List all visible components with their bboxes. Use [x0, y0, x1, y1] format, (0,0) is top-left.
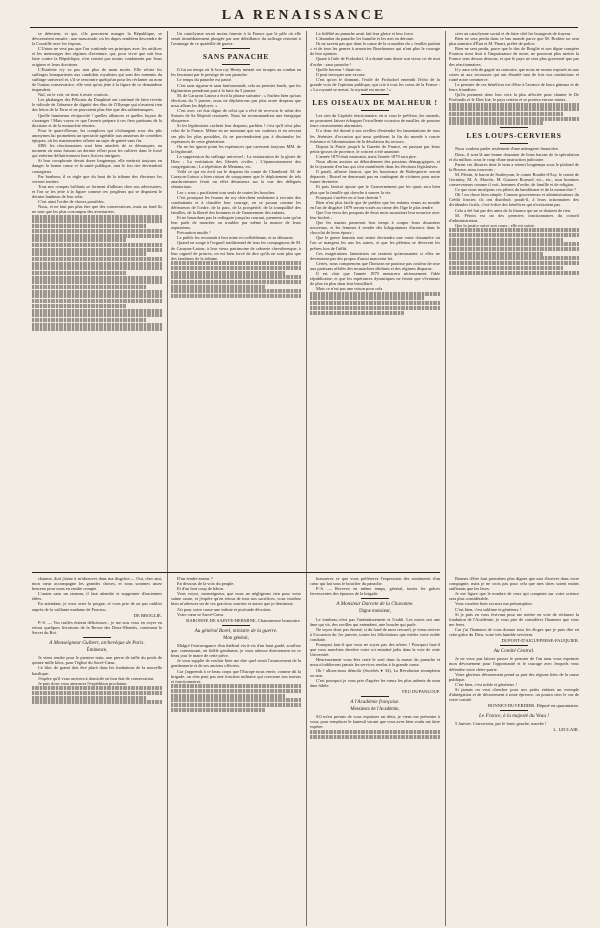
section-rule	[361, 598, 389, 599]
signature: BONNET-DUVERDIER. Député en quarantaine.	[487, 703, 579, 709]
paragraph: Il peut invoquer une excuse.	[316, 71, 366, 77]
text-line	[310, 292, 440, 296]
paragraph: Ce bloc de granit doit être placé dans les fondations de la nouvelle basilique.	[32, 665, 162, 676]
column-3	[310, 31, 440, 571]
paragraph: L'Estafette n'y va pas non plus de main morte. Elle refuse les suffrages bonapartistes aux candidats royalistes qui sont des ennemis du suffrage universel et, s'il se rencontre quelqu'un pour les réclamer au nom de l'union conservatrice, elle veut qu'on jette à la figure de ce demandeur imprudent.	[32, 66, 162, 93]
bottom-column-4	[449, 576, 579, 926]
text-line	[449, 247, 579, 251]
text-line	[32, 257, 162, 261]
text-line	[32, 271, 126, 275]
salutation: Éminence,	[86, 648, 108, 654]
text-line	[32, 304, 126, 308]
section-rule	[222, 48, 250, 49]
text-line	[32, 313, 162, 317]
text-line	[171, 294, 301, 298]
column-divider	[306, 31, 307, 926]
paragraph: Que les marins passeront leur temps à couper leurs douaniers nouveaux, et les femmes à vendre des kilogrammes d'arsenic dans le chocolat de leurs époux ;	[310, 220, 440, 236]
column-divider	[445, 31, 446, 926]
paragraph: Votre cœur se Sacré-Cœur.	[177, 611, 224, 617]
letter-title: A Monsieur Darcete de la Chavanne.	[336, 601, 414, 608]
paragraph: C'est bien, c'est sublime et généreux !	[455, 606, 522, 612]
paragraph: Et d'un bon coup de bâton.	[177, 586, 224, 592]
paragraph: Ces exagérations fantaisistes ne seraient qu'amusantes si elles ne devenaient pas des propos d'aussi mauvaise foi.	[310, 250, 440, 261]
paragraph: Pour le quart-d'heure, les complices qui s'échangent sous des plis anonymes lui promettent un spectacle agréable aux amateurs de comédies épiques, où les marionnettes offrent un sujet de gaieté sans fin.	[32, 127, 162, 143]
paragraph: Les « sous » purifiaient tout seuls de toutes les bouches.	[177, 189, 276, 195]
section-title: LES OISEAUX DE MALHEUR !	[312, 98, 438, 108]
paragraph: Vous voyez, monseigneur, que nous ne négligeons rien pour votre sainte cause, et j'espère qu'en retour de tous nos sacrifices, vous voudrez bien m'adresser un de ces gracieux sourires et autres que je destinerai.	[171, 591, 301, 607]
paragraph: La suppression du suffrage universel ; La restauration de la gloire de Dieu ; La restitution des libertés civiles ; L'épanouissement des congrégations ; La répétition de Mentana, etc.	[171, 153, 301, 170]
text-line	[171, 684, 301, 688]
paragraph: On ne les ignore point les espérances que caressent toujours MM. de la légitimité.	[171, 143, 301, 154]
section-rule	[361, 110, 389, 111]
salutation: Messieurs de l'Académie,	[350, 707, 400, 713]
paragraph: Vous voudrez bien excuser ma présomption.	[455, 601, 533, 607]
paragraph: Rien ne sera perdu dans ce bas monde parce que M. Brohier ne sera plus ministre d'État et M. Pinart, préfet de police.	[449, 36, 579, 47]
paragraph: Oh ! un chose bien simple. Comme gouverneurs et administrateurs du Crédit foncier, ils ont distribué, paraît-il, à leurs actionnaires des dividendes fictifs, c'est-à-dire des bénéfices qui n'existaient pas.	[449, 192, 579, 208]
section-rule	[222, 64, 250, 65]
letter-title: A l'Académie française.	[350, 698, 400, 705]
text-line	[32, 309, 162, 313]
paragraph: Pourquoi faut-il que vous ne soyez pas des nôtres ! Pourquoi faut-il que vous marchiez derrière votre roi entraîné jadis dans la voie de cette Université.	[310, 642, 440, 658]
text-line	[32, 266, 162, 270]
paragraph: se détestent, et qui, s'ils pouvaient manger la République, se dévoreraient ensuite ; une mascarade, où les dupes semblent descendre de la Courtille avec les fripons.	[32, 31, 162, 47]
paragraph: crier au cataclysme social et de faire côté les bourgeois de frayeur.	[455, 31, 572, 36]
text-line	[32, 294, 162, 298]
paragraph: Mais ce n'est pas une raison pour cela	[316, 286, 383, 292]
paragraph: L'union sans un rameau, il faut attendre et supprimer d'anciennes idées.	[32, 591, 162, 602]
paragraph: Quand on songe à l'orgueil traditionnel de tous les compagnons de M. de Carayon-Latour, à leur vieux patrimoine de crânerie chevaleresque, à leur orgueil de princes, on est bien forcé de dire qu'ils ne sont plus que des fantômes de la tribune.	[171, 240, 301, 261]
text-line	[171, 280, 301, 284]
bottom-column-3	[310, 576, 440, 926]
salutation: Mon général,	[223, 635, 249, 641]
section-divider	[32, 572, 440, 573]
paragraph: Nous, et ne faut pas plus être que des conservateurs, mais au fond ils ne sont que les plus corrompus des aventuriers.	[32, 204, 162, 215]
text-line	[449, 238, 563, 242]
text-line	[32, 276, 162, 280]
text-line	[449, 271, 579, 275]
text-line	[171, 275, 301, 279]
text-line	[32, 262, 162, 266]
paragraph: Il a donc été donné à nos oreilles d'entendre les lamentations de tous les Jérémies d'occasion qui nous prédisent la fin du monde à courte échéance et l'abomination de la désolation du recours.	[310, 128, 440, 144]
masthead-title: LA RENAISSANCE	[221, 8, 387, 23]
text-line	[32, 327, 162, 331]
text-line	[449, 103, 579, 107]
text-line	[32, 285, 146, 289]
paragraph: Car j'apprends à ce beau corps que l'Europe nous envie, comme dit la brigade, on n'en peut pas une fonction militaire qui concerne nos tuteurs et fonctionnaires.	[171, 668, 301, 684]
text-line	[171, 271, 285, 275]
text-line	[310, 730, 440, 734]
paragraph: Car j'ai l'honneur de vous donner tous les éloges que je puis dire en cette grâce du Dieu, votre très humble serviteur.	[449, 626, 579, 638]
paragraph: Je vous supplie de vouloir bien me dire quel serait l'avancement de la gendarmerie et de ses anciens officiers.	[171, 658, 301, 669]
text-line	[32, 252, 146, 256]
postscript: P.-S. — Vos truffes étaient délicieuses ; je me suis vous en voyer en retour quelques livraisons de la Revue des Deux-Mondes, contenant le Secret du Roi.	[32, 619, 162, 635]
text-line	[32, 234, 162, 238]
paragraph: C'est sans rigueur et sans fanfaronnade, cela au premier fonds, que les légitimistes prendront part à la lutte du 5 janvier.	[171, 82, 301, 93]
paragraph: Donc, il sont là une bonne douzaine de lions barons de la spéculation et du million, sous le coup d'une instruction judiciaire.	[449, 151, 579, 162]
text-line	[32, 248, 162, 252]
signature: L. LECLAIR.	[553, 727, 579, 733]
paragraph: Oh ! allons-nous démolir (Sociétés ♦ 34), La Révolution triomphera ou non.	[310, 667, 440, 678]
paragraph: chaume, doit j'aime à m'abreuver dans ma disgrâce.— Oui, cher ami, mon cœur accompagne les grandes choses, et nous sommes assez heureux pour nous en rendre compte.	[32, 576, 162, 592]
letter-title: Au général Borel, ministre de la guerre.	[194, 627, 278, 634]
paragraph: Ce que nous inculpons ces piliers du banditisme et de la monarchie ?	[455, 187, 576, 193]
paragraph: Le public les reconnaît à leur mine es-coébédienne, et se détourne.	[177, 235, 294, 241]
text-line	[171, 289, 301, 293]
paragraph: Ils ne savent pas que dans la cause de la couardise du « feuillet parlant » et de tous les genres à armoiries Bourbonnes qui n'ont plus le courage de leur opinion.	[310, 41, 440, 57]
paragraph: J'espère qu'il vous arrivera à domicile en bon état de conservation.	[38, 675, 155, 681]
text-line	[32, 280, 162, 284]
text-line	[171, 285, 265, 289]
paragraph: Il y aura cela de gagné au contraire, que nous ne serons exposés ni aux crises ni aux secousses qui ont ébranlé tant de fois nos institutions et ruiné notre commerce.	[449, 66, 579, 82]
paragraph: Le premier de ces bénéfices est d'être à l'avance de leurs gâteaux et de leurs friandises.	[449, 81, 579, 93]
text-line	[449, 252, 543, 256]
text-line	[171, 694, 285, 698]
signature: DUPONT-D'AIGUEPERSE-FAUQUIER.	[501, 638, 579, 644]
paragraph: Que l'on verra des poupons de deux mois assassiner leur nourrice avec leur hochet ;	[310, 209, 440, 220]
text-line	[32, 219, 162, 223]
paragraph: Bonnes d'être faut premières plus dignes que moi d'arriver dans votre compagnie, mais je ne crois pas pour cela que mes titres soient moins suffisants que les leurs.	[449, 576, 579, 592]
text-line	[310, 735, 440, 739]
paragraph: Tous nos conquis brillants se forment d'ailleurs chez nos adversaires, et l'on se les jette à la figure comme ces jongleurs qui se disputent le dernier lambeau de leur robe.	[32, 183, 162, 199]
text-line	[449, 242, 579, 246]
paragraph: 5 Janvier. Conversion, par le franc gauche, marche !	[455, 721, 547, 727]
paragraph: Parmi ces illustres dont le nom a retenti longtemps sous le plafond de la Bourse, nous trouvons :	[449, 161, 579, 172]
paragraph: Qu'ils prennent donc leur voix la plus affectée pour chanter le De Profundis et le Dies Iræ, le pays restera et se portera encore mieux.	[449, 92, 579, 103]
text-line	[449, 112, 563, 116]
paragraph: L'Union ne veut pas que l'on confonde ses principes avec les artifices et les mensonges des régimes d'aventure, qui, pour vivre que soit leur lutte contre la République, n'en restent pas moins condamnés par leurs origines et leurs doctrines.	[32, 46, 162, 67]
signature: DE BROGLIE.	[133, 612, 162, 618]
paragraph: Nous voulons parler seulement d'une ménagerie financière.	[455, 146, 560, 152]
paragraph: J'ai pour votre cause une infinie et profonde dévotion.	[177, 606, 272, 612]
paragraph: Si je puis en vous écrivant pour me mettre en voie de réclamer la fondation de l'Académie, je vous prie de considérer l'honneur que vous me ferez.	[449, 611, 579, 627]
section-rule	[222, 625, 250, 626]
paragraph: M. de Carayon Latour a écrit la phrase suivante : « Sachez bien qu'aux élections du 5 janvier, nous ne déploierons pas plus notre drapeau que nous allons les déployer. »	[171, 92, 301, 108]
text-line	[310, 311, 404, 315]
text-line	[32, 238, 126, 242]
paragraph: C'est ainsi l'ordre de choses possibles.	[38, 199, 105, 205]
column-4	[449, 31, 579, 571]
text-line	[449, 256, 579, 260]
paragraph: En dessous de la voix du peuple.	[177, 581, 235, 587]
section-rule	[500, 143, 528, 144]
paragraph: L'abandon du panache les humilie et les met en déroute.	[316, 36, 415, 42]
paragraph: Il paraît, affirme Janicot, que les bourreaux de Robespierre seront dépassés ; Rossel ne demeurait pas en contingent de victimes pour notre future devinette.	[310, 169, 440, 185]
signature: FEU DUPANLOUP.	[402, 688, 440, 694]
paragraph: Votre glorieux dévouement prend sa part des régions liées de la cause publique.	[449, 671, 579, 682]
text-line	[449, 228, 579, 232]
column-divider	[167, 31, 168, 926]
text-line	[449, 266, 563, 270]
section-title: LES LOUPS-CERVIERS	[466, 131, 562, 141]
bottom-column-1	[32, 576, 162, 926]
paragraph: Je viens rendre pour le premier train, une pierre de taille du poids de quinze mille kilos, pour l'église du Sacré-Cœur.	[32, 655, 162, 666]
paragraph: D'un tendre amour ?	[177, 576, 213, 581]
text-line	[32, 686, 162, 690]
text-line	[449, 233, 579, 237]
letter-title: Au Comité Central.	[493, 648, 535, 655]
section-title: SANS PANACHE	[202, 52, 270, 62]
text-line	[449, 117, 579, 121]
paragraph: Si les légitimistes cachent leur drapeau, parbleu ! c'est qu'il n'est plus celui de la France. Même en ne montrant que ses couleurs et en servant ses plis les plus possibles, ils ne parviendraient pas à dissimuler les espérances de cette génération.	[171, 123, 301, 144]
text-line	[171, 261, 301, 265]
paragraph: Rien ne sera perdu, parce que le duc de Broglie et son digne compère Fourtou iront finir à l'impuissance de nuire, ne pourront plus mettre la France sens dessus dessous, et que le pays ne sera plus gouverné que par des réactionnaires.	[449, 46, 579, 67]
paragraph: Quant à l'aile de Frohsdorf, il a donné sans doute son vieux cri de mot d'ordre : sans panache !	[310, 56, 440, 67]
text-line	[32, 700, 162, 704]
paragraph: Ne soyez donc pas étonné, si du fond de mon cercueil, je viens raviver à l'occasion du 1er janvier, toutes les félicitations que mérite votre noble conduite.	[310, 626, 440, 642]
paragraph: C'est pourquoi je vous prie d'agréer les vœux les plus ardents de mon âme fidèle.	[310, 677, 440, 688]
paragraph: honorerez ce que vous préférerez l'expression des sentiments d'un cœur qui bat sous le bouclier du panache.	[310, 576, 440, 587]
paragraph: Voilà ce qui est écrit sur le drapeau du comte de Chambord. M. de Carayon-Latour a bien raison de soupçonner que le déploiement de tels anachronismes ferait un effet désastreux sur la vue des délégués sénatoriaux.	[171, 169, 301, 190]
paragraph: Que le genre humain tout entier deviendra une vaste chaumière où l'on se mangera les uns les autres, et que les pèlerins se dévorent les prêtres lors de l'affût.	[310, 235, 440, 251]
postscript: P.-S. — Recevez en même temps, général, toutes les grâces fervescentes des épouses de la brigade.	[310, 586, 440, 597]
text-line	[171, 689, 301, 693]
text-line	[32, 290, 162, 294]
text-line	[32, 215, 162, 219]
paragraph: Si leur cacophonie devait durer longtemps, elle mettrait toujours en danger la bonne cause et la santé publique, tant le fou rire deviendrait contagieux.	[32, 158, 162, 174]
paragraph: Je ne veux pas laisser passer le premier de l'an sans vous exprimer mon dévouement pour l'opportunité et le courage avec lesquels vous défendez votre chère patrie.	[449, 656, 579, 672]
paragraph: Nul, on le voit, ne tient à rester courtois.	[38, 92, 109, 98]
text-line	[449, 121, 543, 125]
text-line	[32, 299, 162, 303]
section-rule	[361, 696, 389, 697]
section-rule	[500, 127, 528, 128]
column-1	[32, 31, 162, 571]
section-rule	[361, 94, 389, 95]
section-rule	[500, 645, 528, 646]
paragraph: Pourquoi s'arrêter en si bon chemin ?	[316, 194, 382, 200]
paragraph: Quelle horreur ! dirait-on.	[316, 66, 362, 72]
letter-title: Le France, à la majesté du Veau !	[478, 713, 549, 720]
paragraph: La fidélité au panache avait fait leur gloire et leur force.	[316, 31, 415, 36]
text-line	[32, 229, 162, 233]
paragraph: Il est clair que l'année 1879 menacera sérieusement l'idée républicaine, et que les espérances dynastiques ne feront que s'évanouir de plus en plus dans leur brouillard.	[310, 271, 440, 287]
paragraph: Quelle lumineuse réciprocité ! quelles alliances et quelles façons de s'arranger ! Mais voyez ce que l'avenir prépare à ces fiers partisans de la dictature et de la monarchie réunies.	[32, 112, 162, 128]
paragraph: C'est pourquoi les feuaux du roy cherchent seulement à recruter des combattants et à chauffer leur courage, en se posant comme les défenseurs de l'ordre, de la paix, de la prospérité, de la tranquillité des familles, de la liberté des hommes et de l'amusement des enfants.	[171, 194, 301, 215]
paragraph: Et puis Janicot ajoute que le Gouvernement par les quais sera bien plus que la famille qui cherche à sauver la vie.	[310, 184, 440, 195]
paragraph: Il fut un temps où le bon roy Henry menait ses troupes au combat en les fascinant par le prestige de son panache.	[171, 67, 301, 78]
paragraph: En attendant, je vous serre la poigne, et vous prie de ne pas oublier auprès de la vaillante madame de Fourtou.	[32, 601, 162, 612]
paragraph: Cela a été fait par des amis de la finance qui ne se doutent de rien.	[455, 207, 572, 213]
text-line	[171, 266, 301, 270]
section-rule	[500, 710, 528, 711]
letter-title: A Monseigneur Guibert, archevêque de Paris.	[49, 640, 145, 647]
text-line	[32, 243, 162, 247]
paragraph: C'est avec cet état digne de celui qui a rêvé de recevoir le trône des Suisses de Sa Majesté restaurée. Nous lui recommandons une énergique éloquence.	[171, 108, 301, 124]
paragraph: Rien n'est plus facile que de prédire que les enfants venus au monde en l'an de disgrâce 1879 seront voués au crime dès l'âge le plus tendre.	[310, 199, 440, 210]
paragraph: Précaution inutile !	[177, 230, 211, 236]
salutation: Digne monsieur,	[359, 609, 391, 615]
text-line	[32, 318, 146, 322]
text-line	[32, 691, 162, 695]
paragraph: M. Pétoin est un des premiers fonctionnaires du conseil d'administration.	[449, 212, 579, 223]
signature: BARONNE DE SAINTE-HERMINE, Chanoinesse honoraire.	[186, 617, 301, 623]
paragraph: Heureusement vous êtes resté le seul dans la masse du panache et nous n'oublierons jamais les services rendus à la grande cause.	[310, 657, 440, 668]
paragraph: MM. les réactionnaires sont bien attachés de se démasquer, au moment où nous faisons un dernier effort pour les cultiver dans le fossé qui enferme définitivement leurs fictives intrigues.	[32, 143, 162, 159]
paragraph: Le tombeau n'est pas l'anéantissement et l'oubli. Les morts ont une âme qui vit, des oreilles qui entendent, une bouche qui parle.	[310, 616, 440, 627]
paragraph: Malgré l'extravagance d'un théâtral vis-à-vis d'un haut gradé, souffrez que, connaissant, en fidèle gendarme, je vous adresse directement en ce beau jour le maire de cette pièce.	[171, 643, 301, 659]
paragraph: Le temps du panache est passé.	[177, 77, 232, 83]
text-line	[310, 301, 440, 305]
paragraph: Certes, nous comprenons que l'horizon ne paraisse pas couleur de rose aux partisans affolés des monarchies déchues et des régimes disparus.	[310, 260, 440, 271]
paragraph: Les phalanges des Pélicans du Dauphiné ont continué de faire recette le ridicule de l'absence de dignité des élus de l'Olympe qui n'avaient rien des héros de la Terre et ne pouvaient plus être que des saltimbanques.	[32, 97, 162, 113]
column-2	[171, 31, 301, 571]
text-line	[449, 107, 579, 111]
text-line	[310, 296, 424, 300]
paragraph: C'est bien, c'est noble et généreux !	[455, 681, 517, 687]
paragraph: Un cataclysme serait moins funeste à la France que le pâle où elle serait immédiatement plongée par une défaillance du suffrage restreint à l'avantage de ce quadrille de gueux.	[171, 31, 301, 47]
bottom-column-2	[171, 576, 301, 926]
text-line	[32, 696, 146, 700]
paragraph: Je puis donc vous annoncer l'expédition prochaine.	[38, 680, 128, 686]
paragraph: Que la justice suive son cours ; elle est saisie.	[455, 222, 535, 228]
text-line	[171, 703, 301, 707]
paragraph: S'il m'est permis de vous exprimer un désir, je viens me présenter à vous, pour remplacer le fauteuil vacant que vous avez bien voulu me faire espérer.	[310, 714, 440, 730]
text-line	[32, 224, 146, 228]
paragraph: Et ne hasardons pas la redingote jusqu'au courant, prennent soin qu'on leur parle de moucher ou troubler par même la nuance de leurs aspirations.	[171, 215, 301, 231]
text-line	[171, 698, 301, 702]
paragraph: L'année 1879 était mauvaise, mais l'année 1879 sera pire.	[316, 153, 417, 159]
paragraph: Par bonheur, il se règle que du haut de la tribune des électeurs les verront tomber.	[32, 173, 162, 184]
text-line	[449, 261, 579, 265]
paragraph: M. Pétoin, le baron de Soubeyran, le comte Boudet-d'Asy, le comte de Germiny, M. A. Marche, M. Gustave Roussel, etc., etc., tous hommes conservateurs comme il voit, hommes d'ordre, de famille et de religion.	[449, 171, 579, 188]
paragraph: Nous allons assister au débordement des passions démagogiques, et de la tyrannie d'en bas qui s'est manifestée dans les élections législatives.	[310, 158, 440, 170]
paragraph: Je me figure que le nombre de ceux qui comptent sur votre science sera plus considérable.	[449, 591, 579, 602]
paragraph: Les oies du Capitole réactionnaire, en si vous le préférez, les canards, ne pouvaient laisser échapper l'excellente occasion de nasiller, de pousser leurs croassements alarmistes.	[310, 113, 440, 129]
paragraph: Si jamais on veut chercher pour nos petits enfants un exemple d'abnégation et de dévouement à toute épreuve, on pourra citer le cas de votre comité.	[449, 686, 579, 703]
text-line	[310, 306, 440, 310]
paragraph: Depuis la Patrie jusqu'à la Gazette de France, en passant par leurs petits-gosses de province, le concert a été unanime.	[310, 143, 440, 154]
text-line	[171, 708, 265, 712]
paragraph: C'est qu'on le donnant, l'exilé de Frohsdorf entendit l'écho de la grande voix de l'opinion publique, qui crie à tous les coins de la France : « La royauté se meurt, la royauté est morte ! »	[310, 76, 440, 93]
text-line	[32, 323, 162, 327]
section-rule	[83, 637, 111, 638]
masthead-rule	[30, 27, 578, 28]
